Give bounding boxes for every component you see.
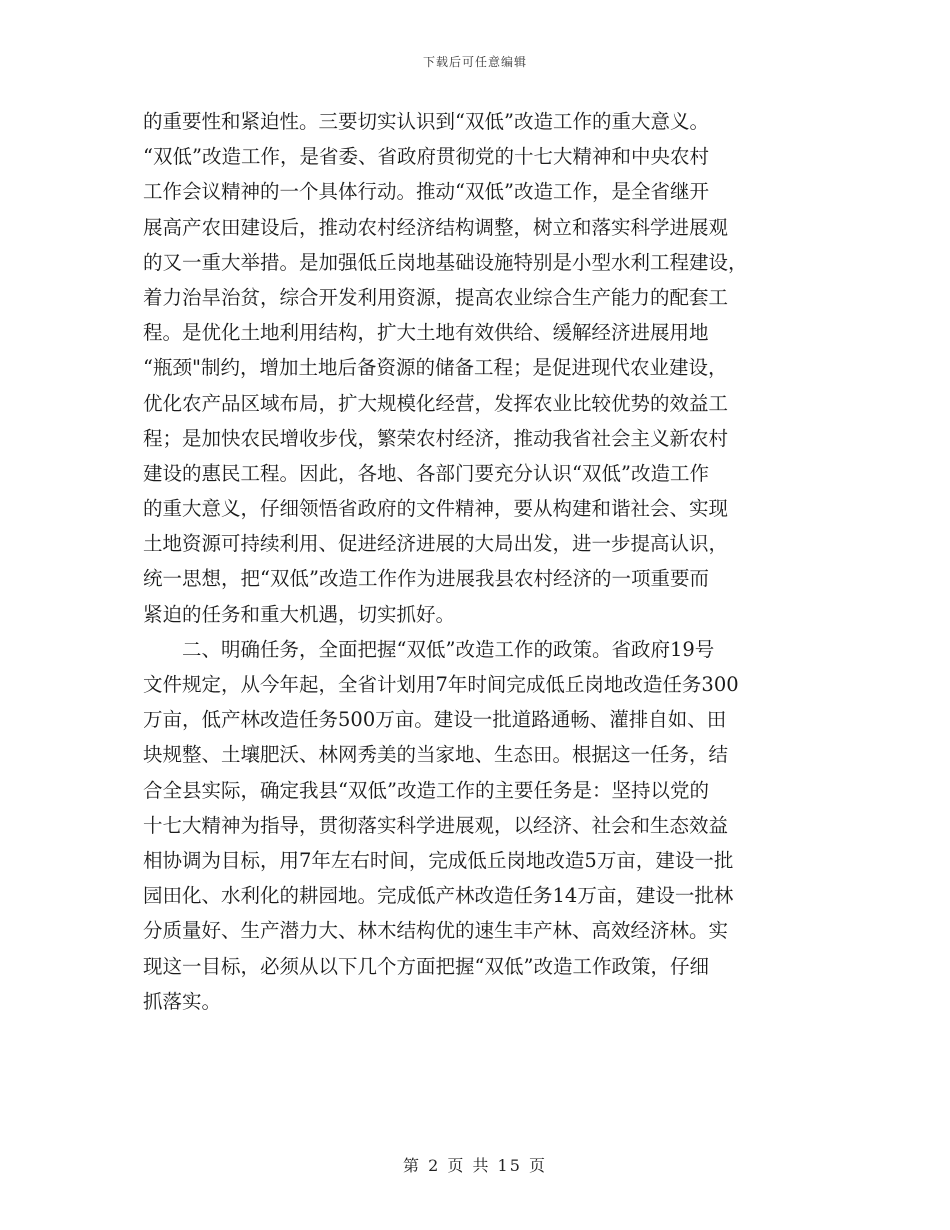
text-line: 紧迫的任务和重大机遇，切实抓好。 [143,602,456,626]
text-line: 文件规定，从今年起，全省计划用7年时间完成低丘岗地改造任务300 [143,673,739,696]
document-body [143,104,813,1019]
text-line: 展高产农田建设后，推动农村经济结构调整，树立和落实科学进展观 [143,215,729,239]
text-line: “瓶颈"制约，增加土地后备资源的储备工程；是促进现代农业建设， [143,356,728,380]
text-line: 统一思想，把“双低”改造工作作为进展我县农村经济的一项重要而 [143,567,709,591]
text-line: 程；是加快农民增收步伐，繁荣农村经济，推动我省社会主义新农村 [143,426,729,450]
text-line: 园田化、水利化的耕园地。完成低产林改造任务14万亩，建设一批林 [143,884,734,908]
text-line: 十七大精神为指导，贯彻落实科学进展观，以经济、社会和生态效益 [143,813,729,837]
text-line: 合全县实际，确定我县“双低”改造工作的主要任务是：坚持以党的 [143,778,709,802]
text-line: 抓落实。 [143,989,222,1013]
page-header-note: 下载后可任意编辑 [422,55,527,69]
page-number-footer: 第 2 页 共 15 页 [403,1156,547,1175]
text-line: 万亩，低产林改造任务500万亩。建设一批道路通畅、灌排自如、田 [143,708,727,732]
text-line: 块规整、土壤肥沃、林网秀美的当家地、生态田。根据这一任务，结 [143,743,729,767]
text-line: “双低”改造工作，是省委、省政府贯彻党的十七大精神和中央农村 [143,145,709,169]
text-line: 的重要性和紧迫性。三要切实认识到“双低”改造工作的重大意义。 [143,110,709,133]
text-line: 工作会议精神的一个具体行动。推动“双低”改造工作，是全省继开 [143,180,709,204]
text-line: 分质量好、生产潜力大、林木结构优的速生丰产林、高效经济林。实 [143,919,729,943]
text-line: 相协调为目标，用7年左右时间，完成低丘岗地改造5万亩，建设一批 [143,848,734,872]
text-line: 建设的惠民工程。因此，各地、各部门要充分认识“双低”改造工作 [143,461,709,485]
text-line: 现这一目标，必须从以下几个方面把握“双低”改造工作政策，仔细 [143,954,709,978]
text-line: 的又一重大举措。是加强低丘岗地基础设施特别是小型水利工程建设， [143,250,748,274]
text-line: 着力治旱治贫，综合开发利用资源，提高农业综合生产能力的配套工 [143,285,729,309]
text-line: 土地资源可持续利用、促进经济进展的大局出发，进一步提高认识， [143,532,729,556]
text-line: 的重大意义，仔细领悟省政府的文件精神，要从构建和谐社会、实现 [143,497,729,521]
text-line: 程。是优化土地利用结构，扩大土地有效供给、缓解经济进展用地 [143,321,709,345]
text-line: 二、明确任务，全面把握“双低”改造工作的政策。省政府19号 [143,637,715,661]
text-line: 优化农产品区域布局，扩大规模化经营，发挥农业比较优势的效益工 [143,391,729,415]
